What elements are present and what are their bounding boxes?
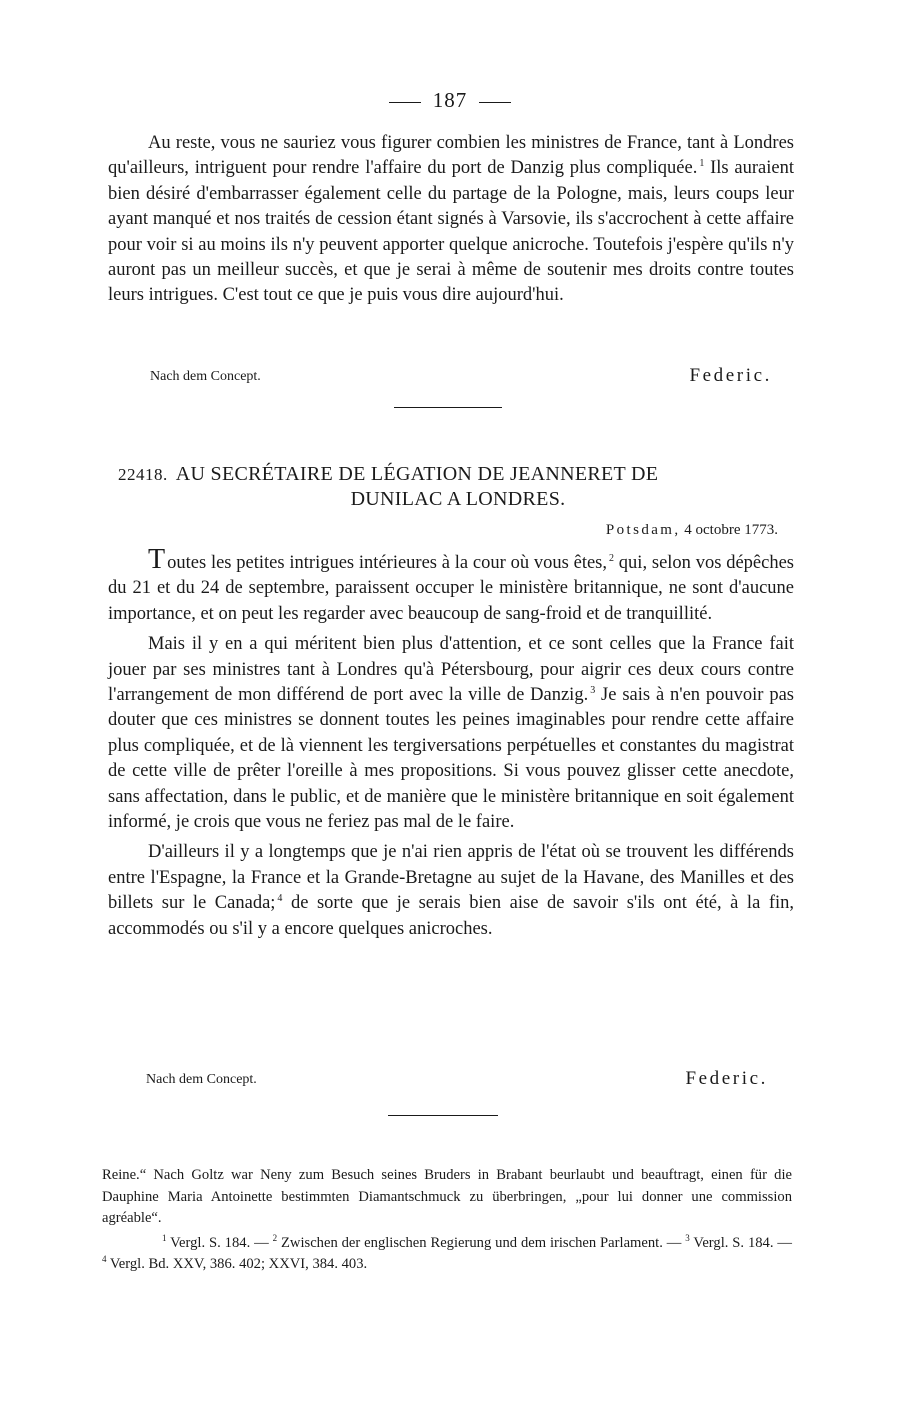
letter2-heading [118,462,788,512]
letter2-p2-text-a: Mais il y en a qui méritent bien plus d'attention, et ce sont celles que la France fait jouer par ses ministres tant à Londres qu'à Pétersbourg, pour aigrir ces deux cours contre l'arrangement de mon différend de port avec la ville de Danzig. [108,634,794,706]
letter1-body [108,131,794,309]
letter2-dateline [606,522,778,539]
letter1-source-note: Nach dem Concept. [150,369,261,384]
footnote-text-3: Vergl. S. 184. — [689,1234,792,1251]
initial-letter: T [148,544,166,575]
letter2-heading-line2: DUNILAC A LONDRES. [350,488,566,510]
dateline-place: Potsdam, [605,522,681,538]
footnote-marker-4: 4 [102,1254,107,1265]
footnote-text-4: Vergl. Bd. XXV, 386. 402; XXVI, 384. 403. [106,1256,368,1273]
page-number: 187 [432,88,468,112]
footnote-marker-1: 1 [162,1232,167,1243]
letter-number: 22418. [118,465,168,484]
letter1-signature: Federic. [689,365,772,386]
letter2-signature: Federic. [685,1068,768,1089]
footnote-ref-4: 4 [277,893,283,905]
page-number-line [0,88,900,113]
letter2-source-note: Nach dem Concept. [146,1072,257,1087]
letter2-p1-text-a: outes les petites intrigues intérieures à la cour où vous êtes, [167,553,608,573]
letter2-p3-text-b: de sorte que je serais bien aise de savoir s'ils ont été, à la fin, accommodés ou s'il y a encore quelques anicroches. [108,893,795,939]
letter2-heading-line1: AU SECRÉTAIRE DE LÉGATION DE JEANNERET DE [175,463,659,485]
letter2-p3-text-a: D'ailleurs il y a longtemps que je n'ai rien appris de l'état où se trouvent les différends entre l'Espagne, la France et la Grande-Bretagne au sujet de la Havane, des Manilles et des billets sur le Canada; [108,842,794,914]
footnote-text-2: Zwischen der englischen Regierung und dem irischen Parlament. — [277,1234,686,1251]
letter1-closing [108,365,794,391]
footnote-ref-3: 3 [590,685,596,697]
letter2-paragraph-2 [108,632,794,835]
footnote-ref-1: 1 [699,158,705,170]
footnote-ref-2: 2 [609,553,615,564]
letter1-paragraph-text-a: Au reste, vous ne sauriez vous figurer combien les ministres de France, tant à Londres qu'ailleurs, intriguent pour rendre l'affaire du port de Danzig plus compliquée. [108,133,794,179]
footnotes [102,1165,792,1276]
section-divider-1 [394,407,502,408]
footnote-list [102,1233,792,1276]
footnote-marker-2: 2 [272,1232,278,1243]
letter1-paragraph [108,131,794,309]
page-number-dash-right [479,102,511,103]
letter2-p2-text-b: Je sais à n'en pouvoir pas douter que ces ministres se donnent toutes les peines imaginables pour rendre cette affaire plus compliquée, et de là viennent les tergiversations perpétuelles et constantes du magistrat de cette ville de prêter l'oreille à mes propositions. Si vous pouvez glisser cette anecdote, sans affectation, dans le public, et de manière que le ministère britannique en soit également informé, je crois que vous ne feriez pas mal de le faire. [108,685,794,833]
letter2-p1-text-b: qui, selon vos dépêches du 21 et du 24 de septembre, paraissent occuper le ministère britannique, ne sont d'aucune importance, et on peut les regarder avec beaucoup de sang-froid et de tranquillité. [108,553,794,624]
footnote-text-1: Vergl. S. 184. — [166,1234,273,1251]
section-divider-2 [388,1115,498,1116]
dateline-date: 4 octobre 1773. [680,522,778,538]
letter2-paragraph-1 [108,544,794,627]
letter2-body [108,544,795,942]
footnote-marker-3: 3 [685,1232,690,1243]
letter1-paragraph-text-b: Ils auraient bien désiré d'embarrasser également celle du partage de la Pologne, mais, leurs coups leur ayant manqué et nos traités de cession étant signés à Varsovie, ils s'accrochent à cette affaire pour voir si au moins ils n'y peuvent apporter quelque anicroche. Toutefois j'espère qu'ils n'y auront pas un meilleur succès, et que je serai à même de soutenir mes droits contre toutes leurs intrigues. C'est tout ce que je puis vous dire aujourd'hui. [108,158,794,306]
footnote-carryover: Reine.“ Nach Goltz war Neny zum Besuch seines Bruders in Brabant beurlaubt und beauftragt, einen für die Dauphine Maria Antoinette bestimmten Diamantschmuck zu überbringen, „pour lui donner une commission agréable“. [102,1167,792,1227]
page-number-dash-left [389,102,421,103]
letter2-closing [108,1068,794,1094]
letter2-paragraph-3 [108,840,794,942]
